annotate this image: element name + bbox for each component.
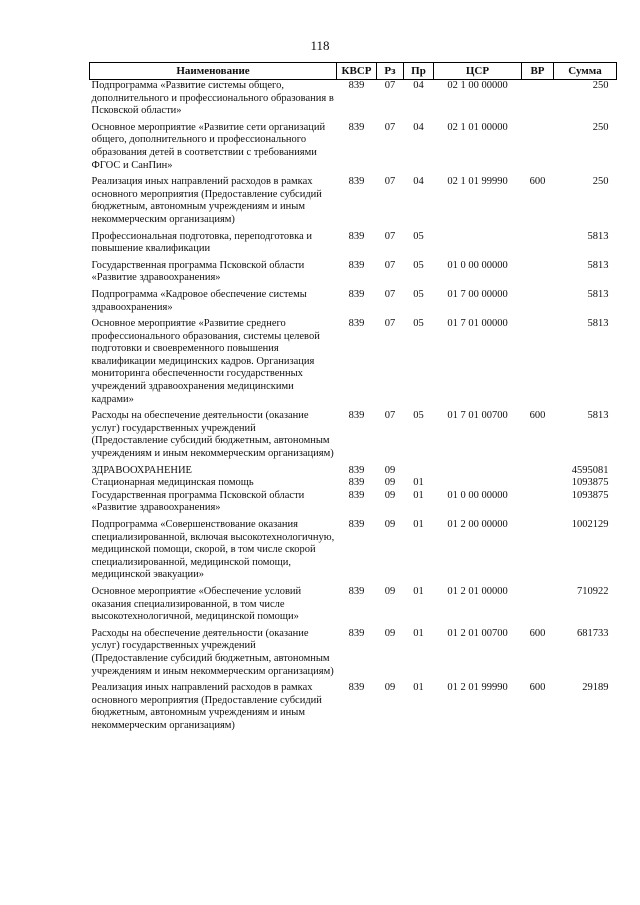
row-csr: 01 2 01 00700 — [447, 627, 508, 639]
table-row — [90, 586, 617, 628]
table-row — [90, 80, 617, 122]
row-pr: 05 — [413, 410, 424, 422]
row-vr: 600 — [529, 410, 546, 422]
header-vr: ВР — [522, 63, 554, 80]
row-name: Государственная программа Псковской области «Развитие здравоохранения» — [91, 489, 305, 514]
row-name: ЗДРАВООХРАНЕНИЕ — [91, 464, 192, 476]
row-name: Подпрограмма «Совершенствование оказания специализированной, включая высокотехнологичную, медицинской помощи, скорой, в том числе скорой специализированной, медицинской помощи, медицинской эвакуации» — [91, 519, 335, 581]
row-name: Подпрограмма «Кадровое обеспечение системы здравоохранения» — [91, 288, 307, 313]
row-rz: 07 — [384, 318, 396, 330]
row-pr — [404, 465, 434, 478]
row-pr: 01 — [413, 489, 424, 501]
row-pr: 05 — [413, 318, 424, 330]
row-csr: 01 7 01 00700 — [447, 410, 508, 422]
row-pr: 01 — [413, 585, 424, 597]
table-row — [90, 410, 617, 464]
row-csr: 01 0 00 00000 — [447, 259, 508, 271]
row-kvsr: 839 — [348, 230, 365, 242]
page-number: 118 — [310, 38, 330, 53]
row-pr: 05 — [413, 259, 424, 271]
table-row — [90, 318, 617, 410]
row-sum: 1093875 — [571, 489, 609, 501]
row-pr: 01 — [413, 682, 424, 694]
row-rz: 07 — [384, 80, 396, 91]
row-vr — [522, 490, 554, 519]
table-body — [90, 80, 617, 737]
row-rz: 09 — [384, 682, 396, 694]
row-pr: 05 — [413, 288, 424, 300]
row-sum: 681733 — [577, 627, 609, 639]
row-csr — [434, 231, 522, 260]
row-name: Стационарная медицинская помощь — [91, 477, 254, 489]
row-rz: 07 — [384, 288, 396, 300]
row-csr: 02 1 01 99990 — [447, 176, 508, 188]
row-rz: 09 — [384, 464, 396, 476]
row-kvsr: 839 — [348, 288, 365, 300]
row-kvsr: 839 — [348, 489, 365, 501]
row-vr — [522, 231, 554, 260]
row-name: Государственная программа Псковской области «Развитие здравоохранения» — [91, 259, 305, 284]
row-sum: 5813 — [587, 230, 609, 242]
row-kvsr: 839 — [348, 627, 365, 639]
row-sum: 1093875 — [571, 477, 609, 489]
row-sum: 29189 — [582, 682, 609, 694]
row-name: Профессиональная подготовка, переподготовка и повышение квалификации — [91, 230, 312, 255]
row-sum: 250 — [592, 121, 609, 133]
row-rz: 09 — [384, 477, 396, 489]
row-kvsr: 839 — [348, 477, 365, 489]
row-vr: 600 — [529, 627, 546, 639]
header-kvsr: КВСР — [337, 63, 377, 80]
row-vr — [522, 122, 554, 176]
header-name: Наименование — [90, 63, 337, 80]
row-rz: 09 — [384, 627, 396, 639]
row-sum: 710922 — [577, 585, 609, 597]
row-rz: 07 — [384, 410, 396, 422]
row-vr — [522, 260, 554, 289]
row-name: Реализация иных направлений расходов в рамках основного мероприятия (Предоставление субсидий бюджетным, автономным учреждениям и иным некоммерческим организациям) — [91, 176, 322, 225]
row-csr: 02 1 01 00000 — [447, 121, 508, 133]
row-sum: 5813 — [587, 288, 609, 300]
row-kvsr: 839 — [348, 318, 365, 330]
row-csr: 01 7 00 00000 — [447, 288, 508, 300]
row-sum: 5813 — [587, 410, 609, 422]
row-pr: 05 — [413, 230, 424, 242]
row-vr: 600 — [529, 176, 546, 188]
row-kvsr: 839 — [348, 80, 365, 91]
row-csr: 01 2 01 99990 — [447, 682, 508, 694]
row-rz: 07 — [384, 121, 396, 133]
row-sum: 5813 — [587, 318, 609, 330]
table-row — [90, 519, 617, 586]
row-rz: 09 — [384, 489, 396, 501]
table-row — [90, 477, 617, 490]
header-pr: Пр — [404, 63, 434, 80]
row-name: Подпрограмма «Развитие системы общего, дополнительного и профессионального образования в Псковской области» — [91, 80, 334, 117]
row-csr: 01 2 01 00000 — [447, 585, 508, 597]
row-sum: 5813 — [587, 259, 609, 271]
row-kvsr: 839 — [348, 121, 365, 133]
header-sum: Сумма — [554, 63, 617, 80]
row-rz: 09 — [384, 585, 396, 597]
row-name: Основное мероприятие «Развитие среднего профессионального образования, системы целевой подготовки и своевременного повышения квалификации медицинских кадров. Организация мониторинга обеспеченности государственных учреждений здравоохранения медицинскими кадрами» — [91, 318, 320, 405]
budget-table — [89, 62, 617, 737]
row-vr — [522, 289, 554, 318]
row-rz: 09 — [384, 519, 396, 530]
row-kvsr: 839 — [348, 585, 365, 597]
row-sum: 250 — [592, 80, 609, 91]
row-vr — [522, 519, 554, 586]
row-vr — [522, 80, 554, 122]
table-row — [90, 628, 617, 682]
table-row — [90, 231, 617, 260]
row-name: Расходы на обеспечение деятельности (оказание услуг) государственных учреждений (Предоставление субсидий бюджетным, автономным учреждениям и иным некоммерческим организациям) — [91, 410, 334, 460]
row-sum: 4595081 — [571, 464, 609, 476]
row-kvsr: 839 — [348, 410, 365, 422]
row-name: Основное мероприятие «Развитие сети организаций общего, дополнительного и профессионального образования детей в соответствии с требованиями ФГОС и СанПин» — [91, 121, 326, 171]
row-name: Реализация иных направлений расходов в рамках основного мероприятия (Предоставление субсидий бюджетным, автономным учреждениям и иным некоммерческим организациям) — [91, 682, 322, 731]
table-row — [90, 289, 617, 318]
row-csr — [434, 465, 522, 478]
row-csr: 01 0 00 00000 — [447, 489, 508, 501]
row-rz: 07 — [384, 230, 396, 242]
table-header-row — [90, 63, 617, 80]
header-rz: Рз — [377, 63, 404, 80]
row-rz: 07 — [384, 176, 396, 188]
row-rz: 07 — [384, 259, 396, 271]
row-pr: 04 — [413, 121, 424, 133]
table-row — [90, 682, 617, 736]
row-pr: 04 — [413, 80, 424, 91]
row-pr: 04 — [413, 176, 424, 188]
row-kvsr: 839 — [348, 464, 365, 476]
table-row — [90, 490, 617, 519]
row-name: Расходы на обеспечение деятельности (оказание услуг) государственных учреждений (Предоставление субсидий бюджетным, автономным учреждениям и иным некоммерческим организациям) — [91, 627, 334, 677]
row-sum: 250 — [592, 176, 609, 188]
row-csr: 01 2 00 00000 — [447, 519, 508, 530]
row-csr — [434, 477, 522, 490]
table-row — [90, 260, 617, 289]
row-pr: 01 — [413, 519, 424, 530]
row-pr: 01 — [413, 477, 424, 489]
row-pr: 01 — [413, 627, 424, 639]
row-vr — [522, 465, 554, 478]
row-kvsr: 839 — [348, 519, 365, 530]
table-row — [90, 122, 617, 176]
row-kvsr: 839 — [348, 682, 365, 694]
row-vr: 600 — [529, 682, 546, 694]
row-kvsr: 839 — [348, 176, 365, 188]
row-vr — [522, 318, 554, 410]
row-name: Основное мероприятие «Обеспечение условий оказания специализированной, в том числе высокотехнологичной, медицинской помощи» — [91, 585, 302, 623]
row-kvsr: 839 — [348, 259, 365, 271]
row-vr — [522, 586, 554, 628]
row-csr: 02 1 00 00000 — [447, 80, 508, 91]
header-csr: ЦСР — [434, 63, 522, 80]
row-sum: 1002129 — [571, 519, 609, 530]
table-row — [90, 465, 617, 478]
row-vr — [522, 477, 554, 490]
row-csr: 01 7 01 00000 — [447, 318, 508, 330]
table-row — [90, 176, 617, 230]
